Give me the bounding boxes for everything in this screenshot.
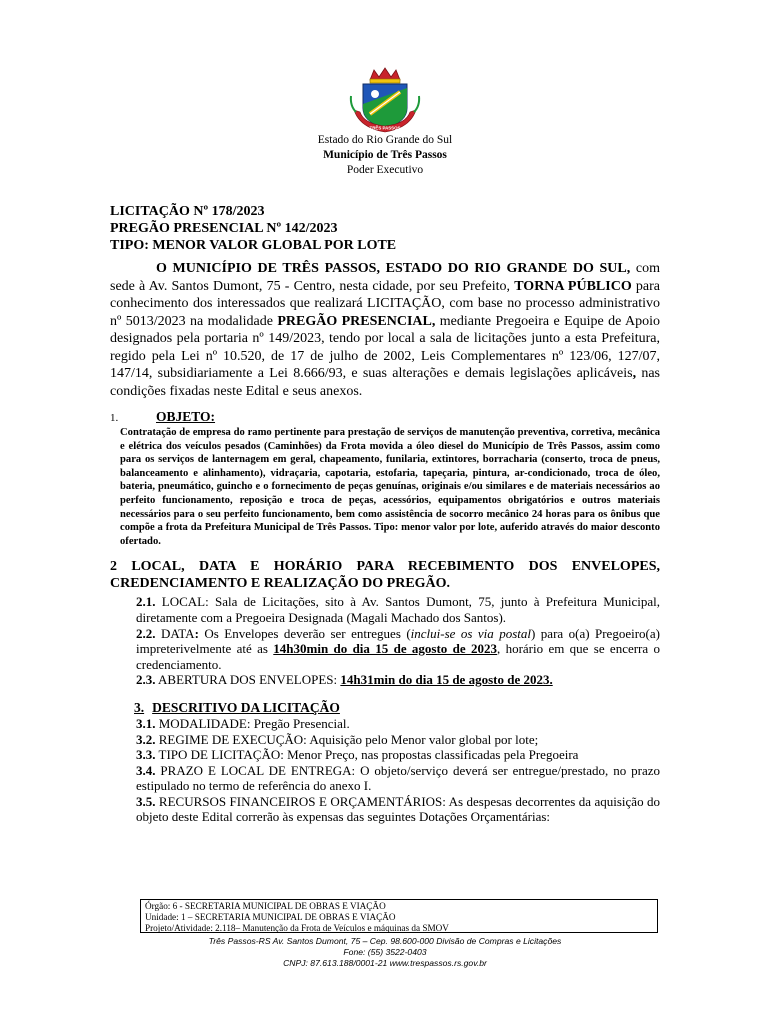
intro-text-4: nas condições fixadas neste Edital e seus anexos. xyxy=(110,366,660,399)
footer-address: Três Passos-RS Av. Santos Dumont, 75 – Cep. 98.600-000 Divisão de Compras e Licitações xyxy=(208,936,562,946)
footer-phone: Fone: (55) 3522-0403 xyxy=(343,947,427,957)
title-tipo: TIPO: MENOR VALOR GLOBAL POR LOTE xyxy=(110,238,397,253)
s2-3-number: 2.3. xyxy=(136,672,156,688)
section-3-2 xyxy=(136,732,660,748)
s2-3-opening-time: 14h31min do dia 15 de agosto de 2023. xyxy=(340,672,553,688)
section-3-title xyxy=(134,700,660,716)
s2-2-colon: : xyxy=(194,625,199,641)
section-3-3 xyxy=(136,747,660,763)
intro-text-2: para conhecimento dos interessados que realizará LICITAÇÃO, com base no processo administrativo nº 5013/2023 na modalidade xyxy=(110,278,660,329)
s2-1-text: LOCAL: Sala de Licitações, sito à Av. Santos Dumont, 75, junto à Prefeitura Municipal, diretamente com a Pregoeira Designada (Magali Machado dos Santos). xyxy=(136,594,660,625)
s2-3-text: ABERTURA DOS ENVELOPES: xyxy=(155,672,341,688)
budget-allocation-box xyxy=(140,899,658,933)
title-pregao: PREGÃO PRESENCIAL Nº 142/2023 xyxy=(110,221,338,236)
section-2-2 xyxy=(136,626,660,673)
s2-2-text-c: , horário em que se encerra o credenciamento. xyxy=(136,641,660,672)
s2-2-number: 2.2. xyxy=(136,625,156,641)
intro-paragraph xyxy=(110,260,660,400)
s3-4-number: 3.4. xyxy=(136,762,156,778)
s2-1-number: 2.1. xyxy=(136,594,156,610)
section-3-1 xyxy=(136,716,660,732)
header-state: Estado do Rio Grande do Sul xyxy=(317,134,453,146)
s2-2-label: DATA xyxy=(155,625,195,641)
section-3-heading: DESCRITIVO DA LICITAÇÃO xyxy=(152,699,340,715)
section-3-5 xyxy=(136,794,660,825)
s3-4-text: PRAZO E LOCAL DE ENTREGA: O objeto/serviço deverá ser entregue/prestado, no prazo estipulado no termo de referência do anexo I. xyxy=(136,762,660,794)
budget-projeto: Projeto/Atividade: 2.118– Manutenção da Frota de Veículos e máquinas da SMOV xyxy=(145,922,449,933)
objeto-heading xyxy=(110,409,660,426)
title-licitacao: LICITAÇÃO Nº 178/2023 xyxy=(110,204,265,219)
section-2-title: 2 LOCAL, DATA E HORÁRIO PARA RECEBIMENTO DOS ENVELOPES, CREDENCIAMENTO E REALIZAÇÃO DO PREGÃO. xyxy=(110,559,660,592)
s3-3-text: TIPO DE LICITAÇÃO: Menor Preço, nas propostas classificadas pela Pregoeira xyxy=(155,747,579,763)
s3-5-text: RECURSOS FINANCEIROS E ORÇAMENTÁRIOS: As despesas decorrentes da aquisição do objeto deste Edital correrão às expensas das seguintes Dotações Orçamentárias: xyxy=(136,793,660,825)
s3-2-text: REGIME DE EXECUÇÃO: Aquisição pelo Menor valor global por lote; xyxy=(155,731,539,747)
section-2-3 xyxy=(136,672,660,688)
document-body xyxy=(110,203,660,825)
intro-municipality: O MUNICÍPIO DE TRÊS PASSOS, ESTADO DO RIO GRANDE DO SUL, xyxy=(156,261,631,276)
crest-ribbon-text: TRÊS PASSOS xyxy=(369,125,401,131)
s2-2-deadline: 14h30min do dia 15 de agosto de 2023 xyxy=(273,641,497,657)
s3-2-number: 3.2. xyxy=(136,731,156,747)
s2-2-text-b: ) para o(a) Pregoeiro(a) impreterivelmente até as xyxy=(136,625,660,657)
section-3-4 xyxy=(136,763,660,794)
budget-orgao: Órgão: 6 - SECRETARIA MUNICIPAL DE OBRAS E VIAÇÃO xyxy=(145,901,386,911)
intro-modalidade: PREGÃO PRESENCIAL, xyxy=(277,313,436,329)
s2-2-italic: inclui-se os via postal xyxy=(410,625,532,641)
s2-2-text-a: Os Envelopes deverão ser entregues ( xyxy=(198,625,411,641)
objeto-number: 1. xyxy=(110,412,119,424)
intro-comma: , xyxy=(632,366,637,381)
objeto-text: Contratação de empresa do ramo pertinente para prestação de serviços de manutenção preventiva, corretiva, mecânica e elétrica dos veículos pesados (Caminhões) da Frota movida a óleo diesel do Município de Três Passos, assim como para os serviços de lanternagem em geral, chapeamento, funilaria, extintores, borracharia (conserto, troca de pneus, balanceamento e alinhamento), vidraçaria, capotaria, estofaria, tapeçaria, pintura, ar-condicionado, troca de óleo, bateria, pneumático, guincho e o fornecimento de peças genuínas, originais e/ou similares e de materiais necessários ao perfeito funcionamento, reposição e troca de peças, acessórios, equipamentos obrigatórios e outros materiais necessários para o seu perfeito funcionamento, bem como assistência de socorro mecânico 24 horas para os ônibus que compõe a frota da Prefeitura Municipal de Três Passos. Tipo: menor valor por lote, auferido através do maior desconto ofertado. xyxy=(120,427,660,547)
objeto-title: OBJETO: xyxy=(156,409,216,424)
budget-unidade: Unidade: 1 – SECRETARIA MUNICIPAL DE OBRAS E VIAÇÃO xyxy=(145,911,396,922)
header-municipality: Município de Três Passos xyxy=(323,149,447,161)
intro-torna-publico: TORNA PÚBLICO xyxy=(514,278,632,294)
section-2-1 xyxy=(136,594,660,625)
s3-1-number: 3.1. xyxy=(136,715,156,731)
s3-1-text: MODALIDADE: Pregão Presencial. xyxy=(155,715,350,731)
page-footer xyxy=(0,936,770,969)
footer-cnpj-website: CNPJ: 87.613.188/0001-21 www.trespassos.rs.gov.br xyxy=(283,958,487,968)
intro-text-1: com sede à Av. Santos Dumont, 75 - Centro, nesta cidade, por seu Prefeito, xyxy=(110,261,661,294)
section-3-number: 3. xyxy=(134,699,145,715)
s3-3-number: 3.3. xyxy=(136,747,156,763)
s3-5-number: 3.5. xyxy=(136,793,156,809)
municipal-crest-icon xyxy=(348,66,422,136)
header-branch: Poder Executivo xyxy=(346,164,424,176)
intro-text-3: mediante Pregoeira e Equipe de Apoio designados pela portaria nº 149/2023, tendo por local a sala de licitações junto a esta Prefeitura, regido pela Lei nº 10.520, de 17 de julho de 2002, Leis Complementares nº 123/06, 127/07, 147/14, subsidiariamente a Lei 8.666/93, e suas alterações e demais legislações aplicáveis xyxy=(110,313,660,381)
